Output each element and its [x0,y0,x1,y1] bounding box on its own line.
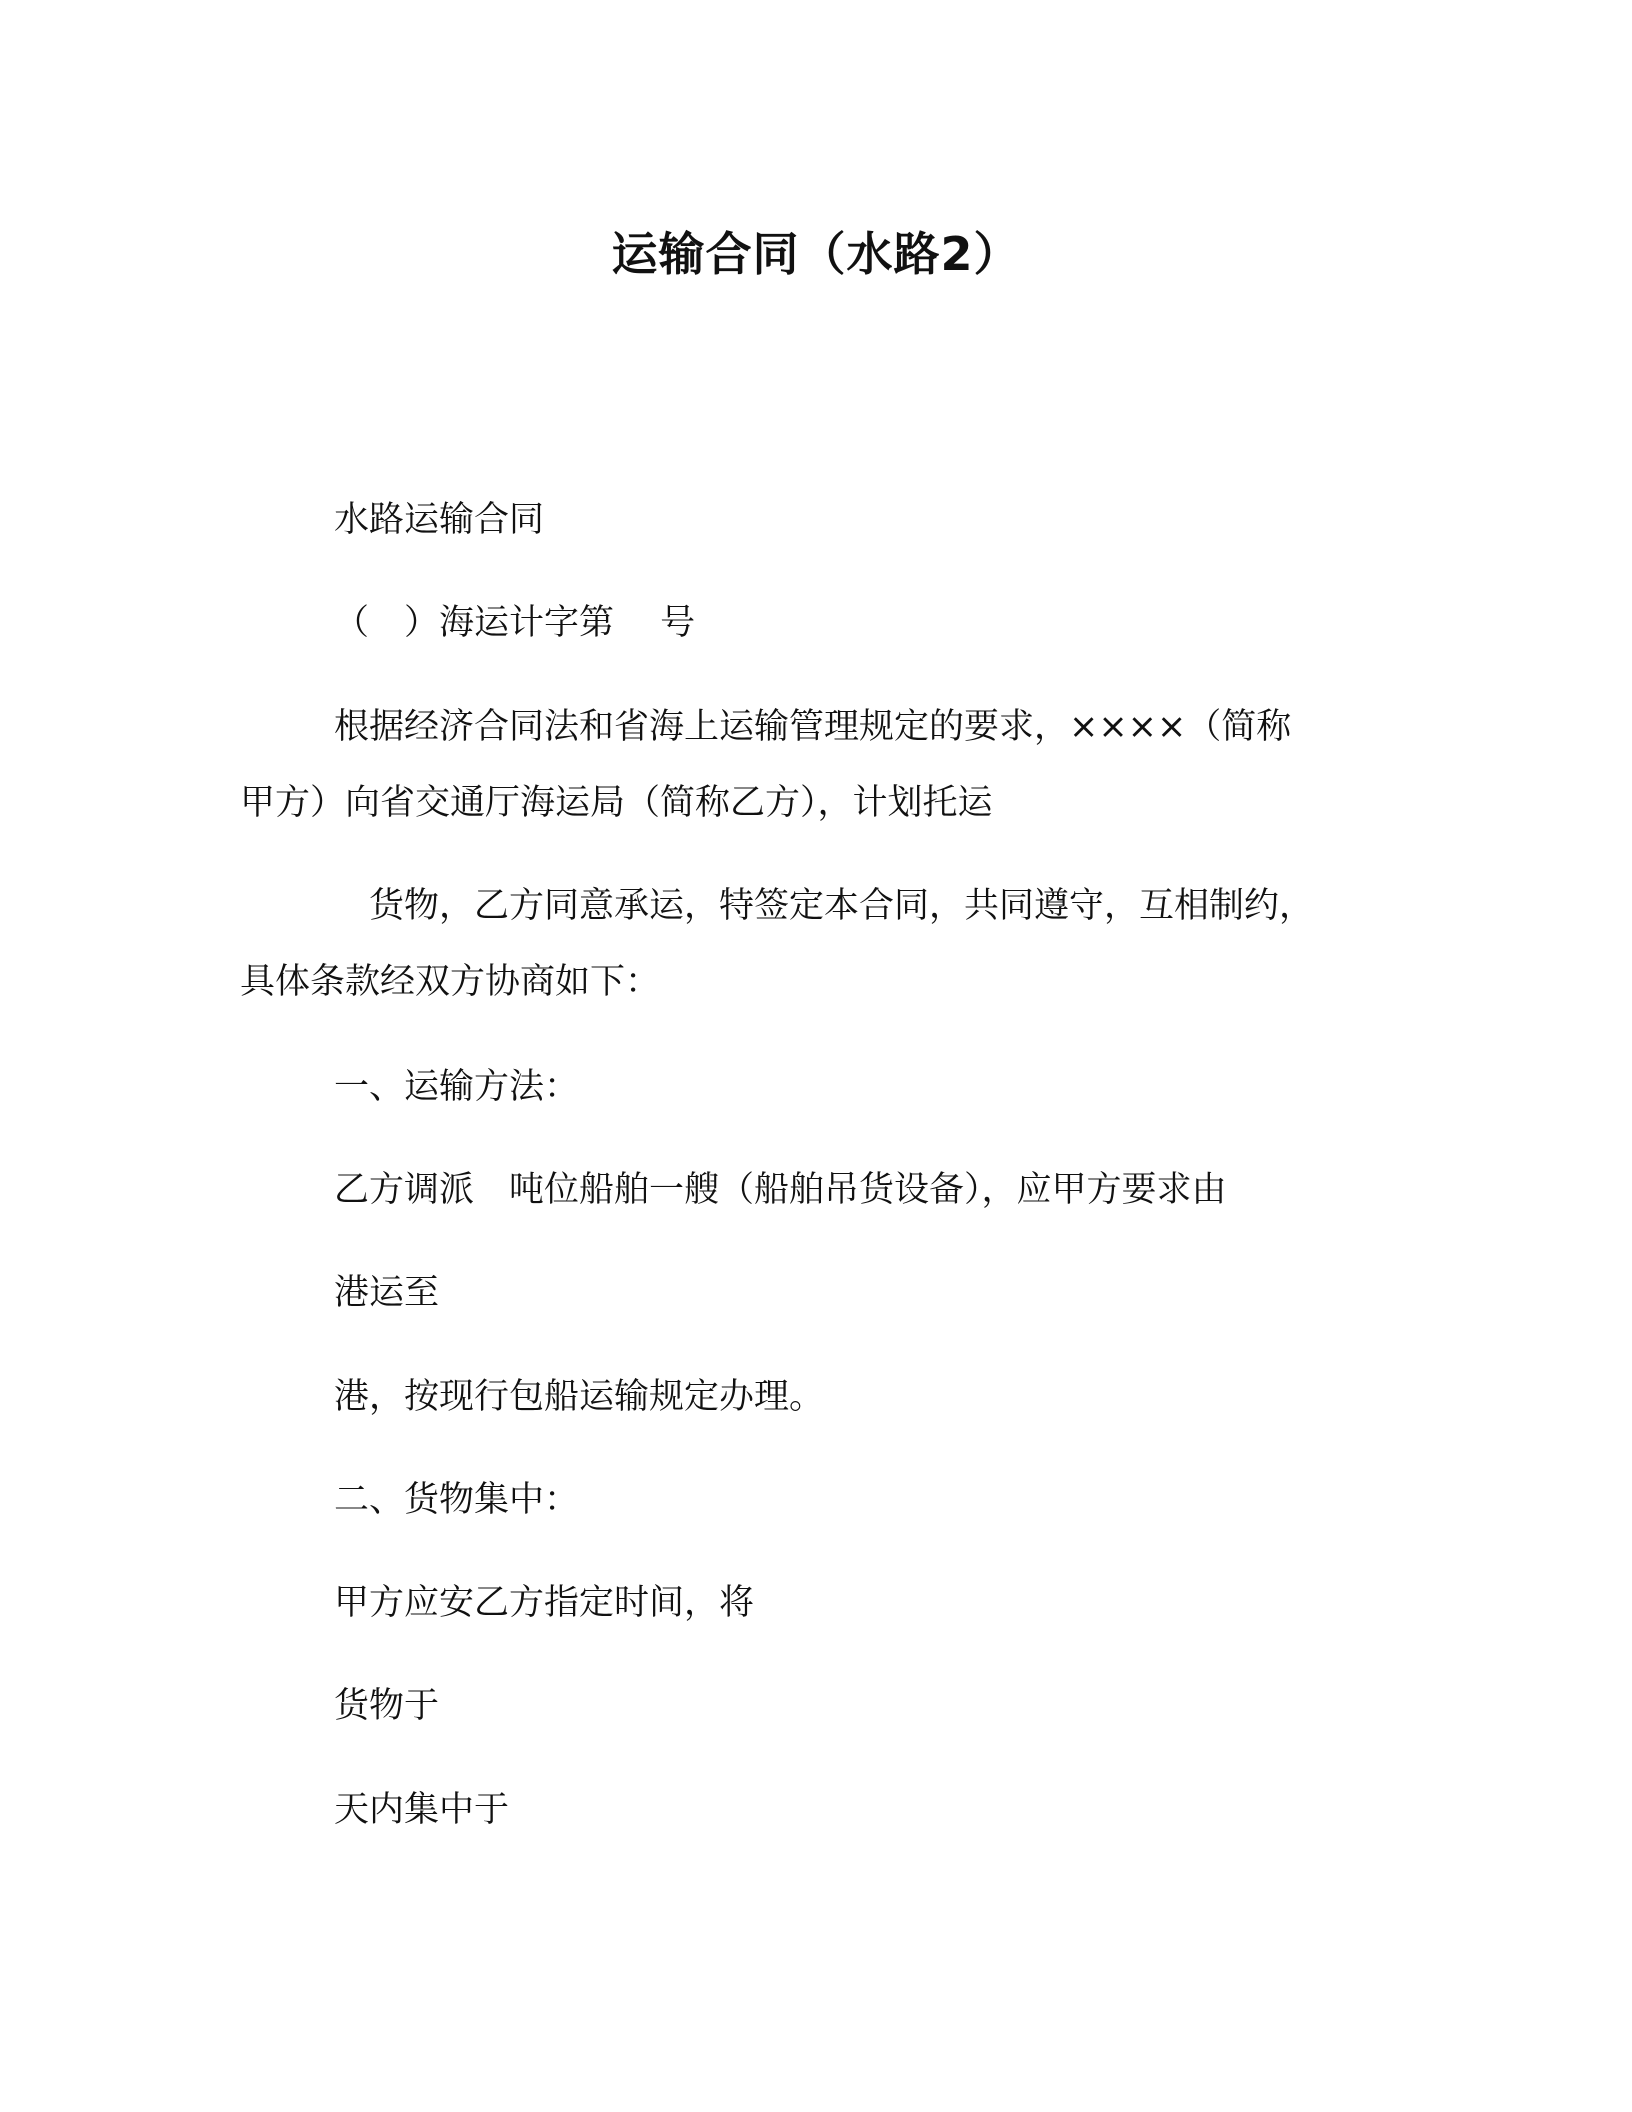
contract-number: （ ）海运计字第 号 [334,603,696,643]
document-title: 运输合同（水路2） [611,227,1021,281]
section-1-line-3: 港，按现行包船运输规定办理。 [334,1377,825,1417]
section-2-line-3: 天内集中于 [334,1790,510,1830]
section-1-line-2: 港运至 [334,1273,440,1313]
intro-paragraph-line-2: 甲方）向省交通厅海运局（简称乙方），计划托运 [240,783,993,823]
section-2-line-1: 甲方应安乙方指定时间，将 [334,1583,755,1623]
section-1-heading: 一、运输方法： [334,1067,580,1107]
intro-paragraph-line-1: 根据经济合同法和省海上运输管理规定的要求，××××（简称 [334,707,1292,747]
section-1-line-1: 乙方调派 吨位船舶一艘（船舶吊货设备），应甲方要求由 [334,1170,1227,1210]
section-2-heading: 二、货物集中： [334,1480,580,1520]
section-2-line-2: 货物于 [334,1686,440,1726]
intro-paragraph-line-4: 具体条款经双方协商如下： [240,962,661,1002]
intro-paragraph-line-3: 货物，乙方同意承运，特签定本合同，共同遵守，互相制约， [334,886,1315,926]
contract-subtitle: 水路运输合同 [334,500,545,540]
